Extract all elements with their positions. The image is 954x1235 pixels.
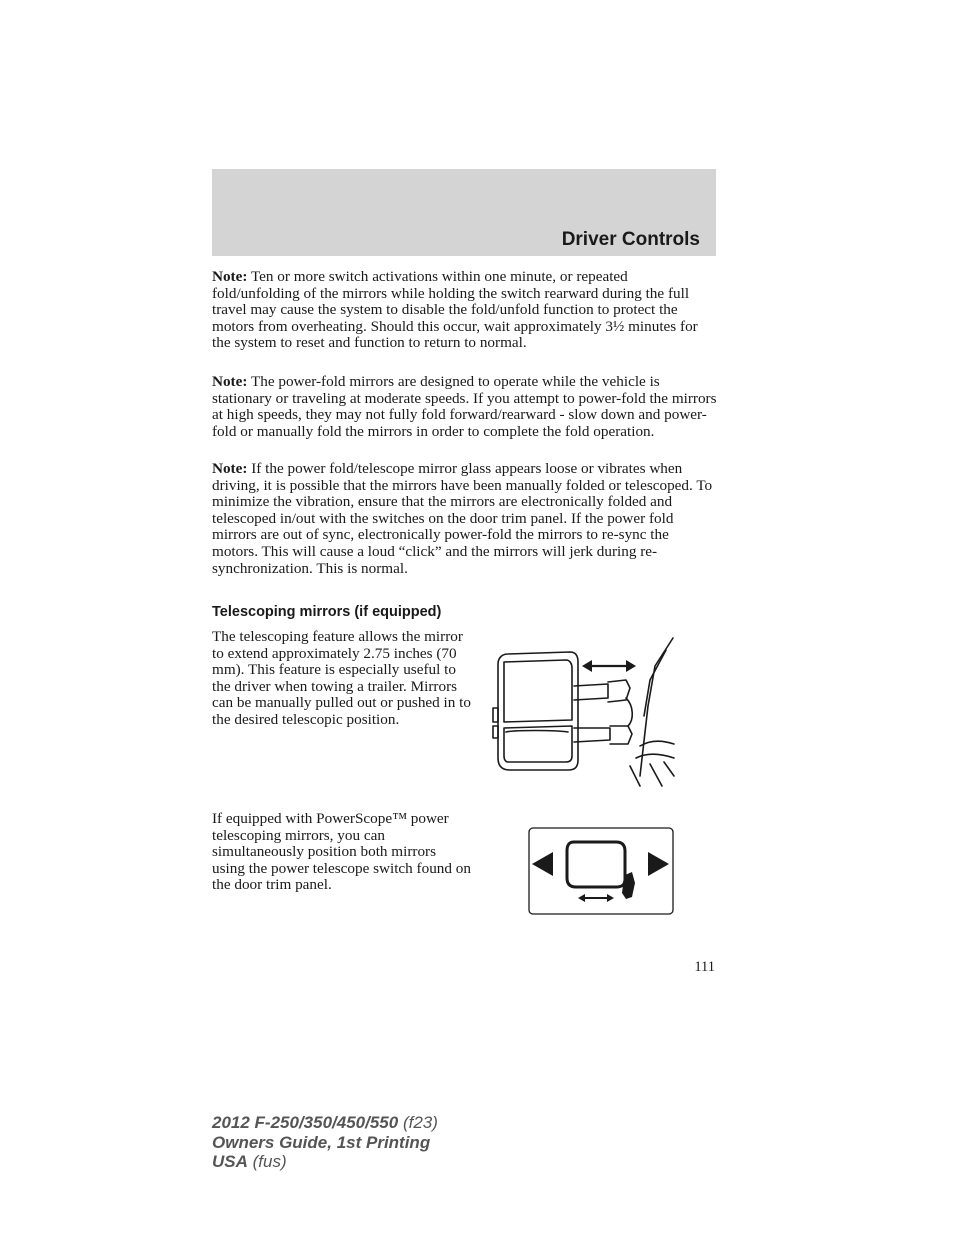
note-label: Note: xyxy=(212,268,248,285)
section-heading-telescoping: Telescoping mirrors (if equipped) xyxy=(212,604,442,620)
note-label: Note: xyxy=(212,460,248,477)
note-text: The power-fold mirrors are designed to operate while the vehicle is stationary or traveling at moderate speeds. If you attempt to power-fold the mirrors at high speeds, they may not fully fold forward/rearward - slow down and power-fold or manually fold the mirrors in order to complete the fold operation. xyxy=(212,373,717,440)
section-header-band xyxy=(212,169,716,256)
paragraph-telescoping-feature: The telescoping feature allows the mirror to extend approximately 2.75 inches (70 mm). This feature is especially useful to the driver when towing a trailer. Mirrors can be manually pulled out or pushed in to the desired telescopic position. xyxy=(212,628,471,728)
note-label: Note: xyxy=(212,373,248,390)
footer-line-model: 2012 F-250/350/450/550 (f23) xyxy=(212,1113,438,1132)
power-telescope-switch-icon xyxy=(528,827,675,916)
note-overheating xyxy=(212,269,718,352)
footer-line-region: USA (fus) xyxy=(212,1152,287,1171)
section-title: Driver Controls xyxy=(561,229,700,250)
document-footer xyxy=(212,1113,438,1172)
note-text: If the power fold/telescope mirror glass appears loose or vibrates when driving, it is possible that the mirrors have been manually folded or telescoped. To minimize the vibration, ensure that the mirrors are electronically folded and telescoped in/out with the switches on the door trim panel. If the power fold mirrors are out of sync, electronically power-fold the mirrors to re-sync the motors. This will cause a loud “click” and the mirrors will jerk during re-synchronization. This is normal. xyxy=(212,460,713,577)
note-power-fold-speed xyxy=(212,374,718,440)
note-mirror-vibration xyxy=(212,461,718,577)
telescoping-mirror-illustration-icon xyxy=(490,636,676,788)
paragraph-powerscope: If equipped with PowerScope™ power telescoping mirrors, you can simultaneously position both mirrors using the power telescope switch found on the door trim panel. xyxy=(212,810,471,894)
footer-line-edition: Owners Guide, 1st Printing xyxy=(212,1132,431,1152)
note-text: Ten or more switch activations within one minute, or repeated fold/unfolding of the mirrors while holding the switch rearward during the full travel may cause the system to disable the fold/unfold function to protect the motors from overheating. Should this occur, wait approximately 3½ minutes for the system to reset and function to return to normal. xyxy=(212,268,698,352)
page-number: 111 xyxy=(694,959,715,975)
